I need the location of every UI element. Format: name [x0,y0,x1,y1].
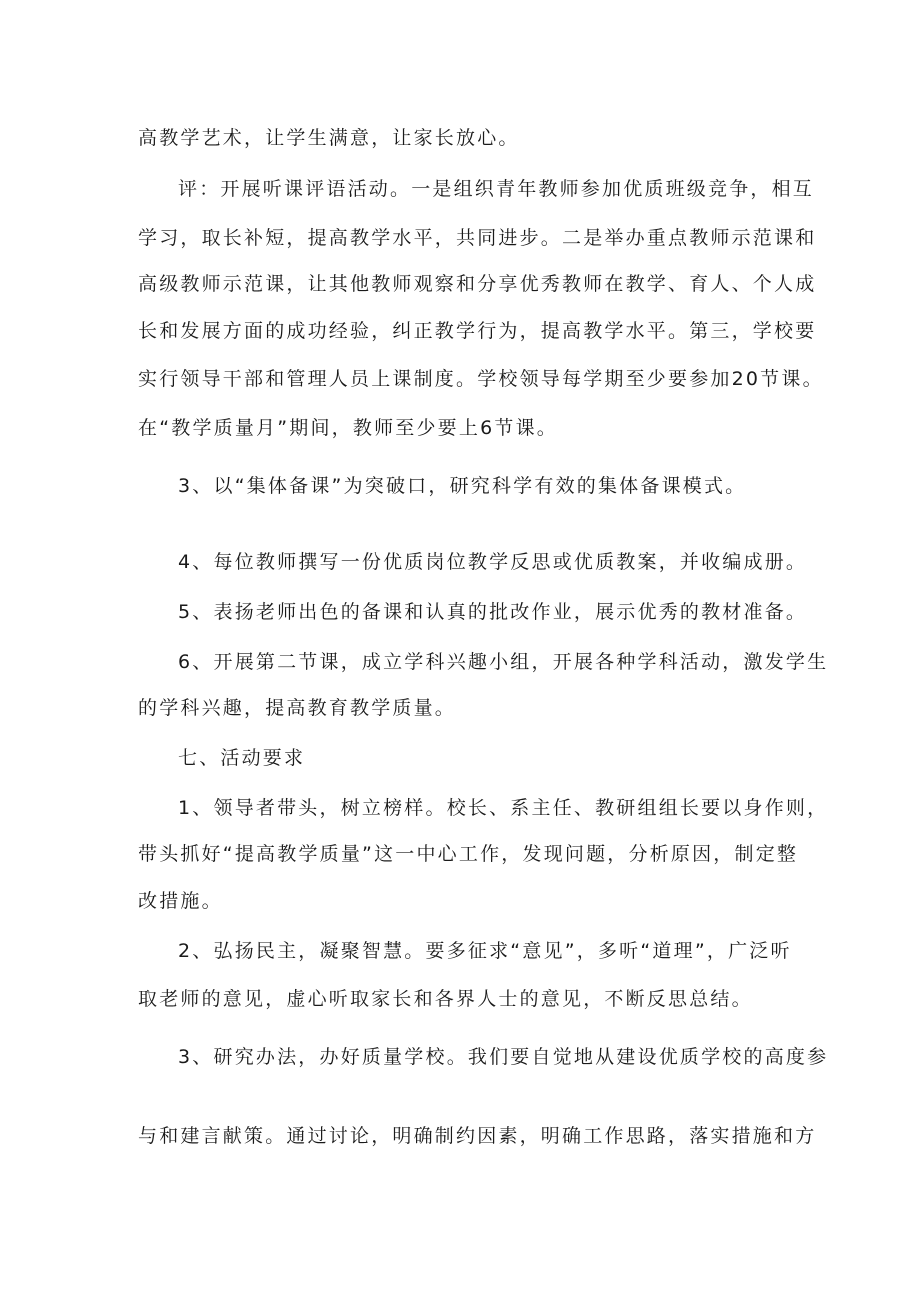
text-line: 3、以“集体备课”为突破口，研究科学有效的集体备课模式。 [178,475,747,497]
text-line: 改措施。 [138,890,223,912]
text-line: 3、研究办法，办好质量学校。我们要自觉地从建设优质学校的高度参 [178,1046,829,1068]
text-line: 1、领导者带头，树立榜样。校长、系主任、教研组组长要以身作则， [178,797,829,819]
text-line: 与和建言献策。通过讨论，明确制约因素，明确工作思路，落实措施和方 [138,1125,817,1147]
text-line: 的学科兴趣，提高教育教学质量。 [138,697,457,719]
text-line: 4、每位教师撰写一份优质岗位教学反思或优质教案，并收编成册。 [178,551,808,573]
text-line: 带头抓好“提高教学质量”这一中心工作，发现问题，分析原因，制定整 [138,843,799,865]
text-line: 评：开展听课评语活动。一是组织青年教师参加优质班级竞争，相互 [178,178,815,200]
text-line: 学习，取长补短，提高教学水平，共同进步。二是举办重点教师示范课和 [138,227,817,249]
text-line: 5、表扬老师出色的备课和认真的批改作业，展示优秀的教材准备。 [178,601,808,623]
section-heading: 七、活动要求 [178,747,306,769]
text-line: 高教学艺术，让学生满意，让家长放心。 [138,127,520,149]
text-line: 2、弘扬民主，凝聚智慧。要多征求“意见”，多听“道理”，广泛听 [178,940,792,962]
text-line: 实行领导干部和管理人员上课制度。学校领导每学期至少要参加20节课。 [138,368,824,390]
text-line: 6、开展第二节课，成立学科兴趣小组，开展各种学科活动，激发学生 [178,651,829,673]
text-line: 取老师的意见，虚心听取家长和各界人士的意见，不断反思总结。 [138,988,753,1010]
text-line: 在“教学质量月”期间，教师至少要上6节课。 [138,417,558,439]
text-line: 长和发展方面的成功经验，纠正教学行为，提高教学水平。第三，学校要 [138,320,817,342]
text-line: 高级教师示范课，让其他教师观察和分享优秀教师在教学、育人、个人成 [138,273,817,295]
